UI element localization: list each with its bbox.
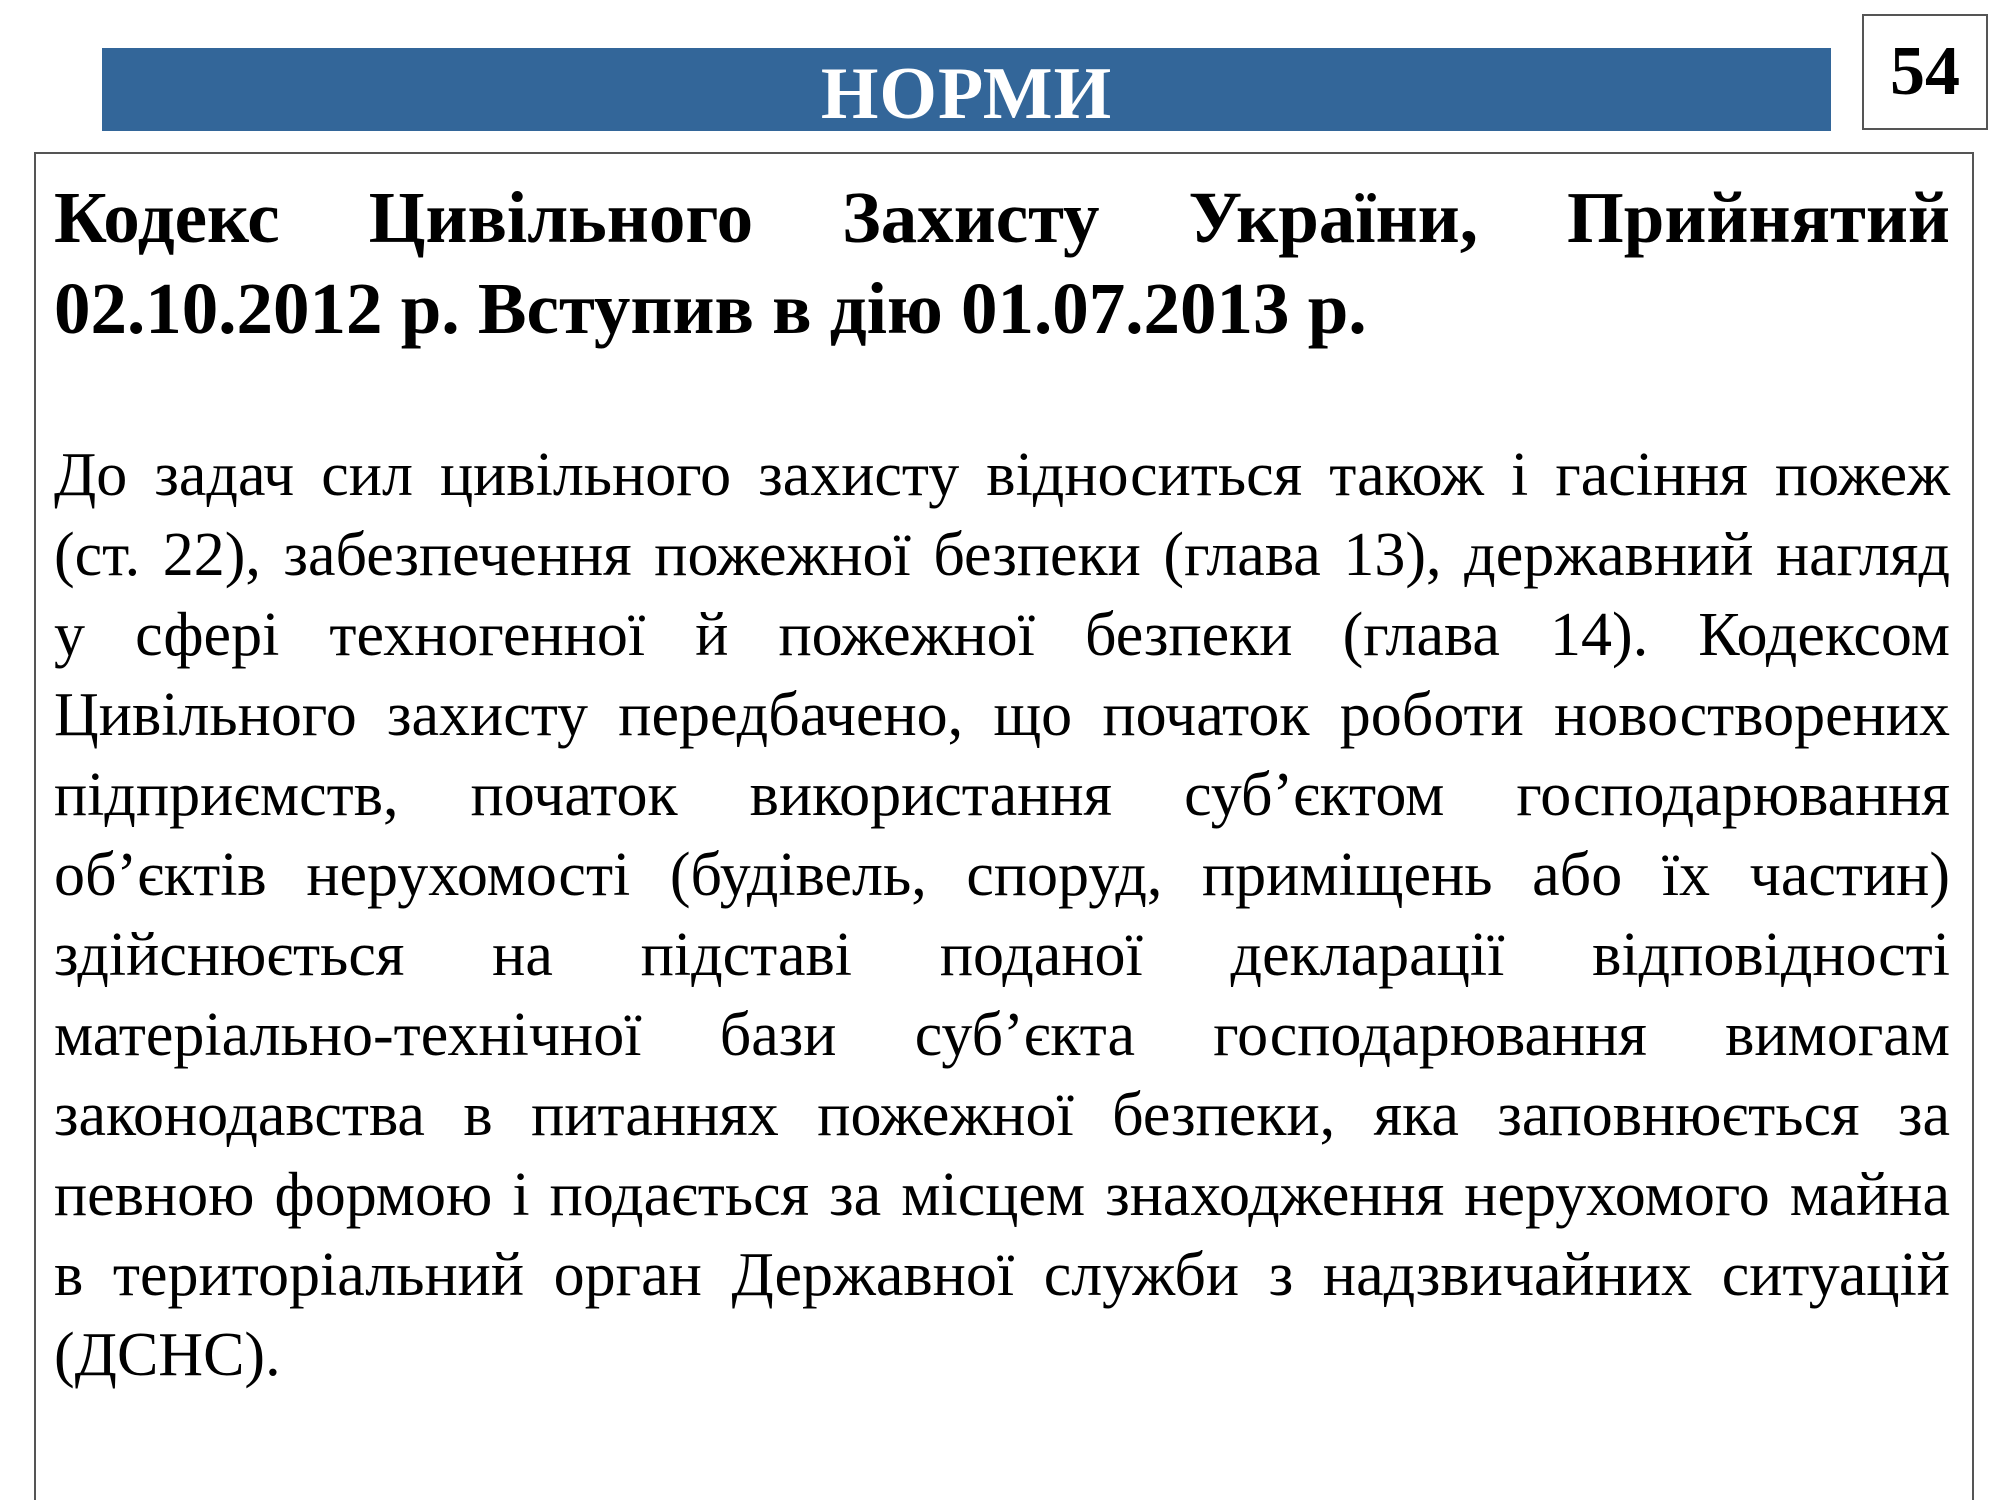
document-heading: Кодекс Цивільного Захисту України, Прийнятий 02.10.2012 р. Вступив в дію 01.07.2013 р. (54, 177, 1950, 349)
page-number: 54 (1890, 33, 1960, 110)
slide-title: НОРМИ (820, 52, 1113, 135)
page-number-box (1862, 14, 1988, 130)
title-bar (102, 48, 1831, 135)
body-paragraph: До задач сил цивільного захисту відноситься також і гасіння пожеж (ст. 22), забезпечення пожежної безпеки (глава 13), державний нагляд у сфері техногенної й пожежної безпеки (глава 14). Кодексом Цивільного захисту передбачено, що початок роботи новостворених підприємств, початок використання суб’єктом господарювання об’єктів нерухомості (будівель, споруд, приміщень або їх частин) здійснюється на підставі поданої декларації відповідності матеріально-технічної бази суб’єкта господарювання вимогам законодавства в питаннях пожежної безпеки, яка заповнюється за певною формою і подається за місцем знаходження нерухомого майна в територіальний орган Державної служби з надзвичайних ситуацій (ДСНС). (54, 441, 1950, 1389)
